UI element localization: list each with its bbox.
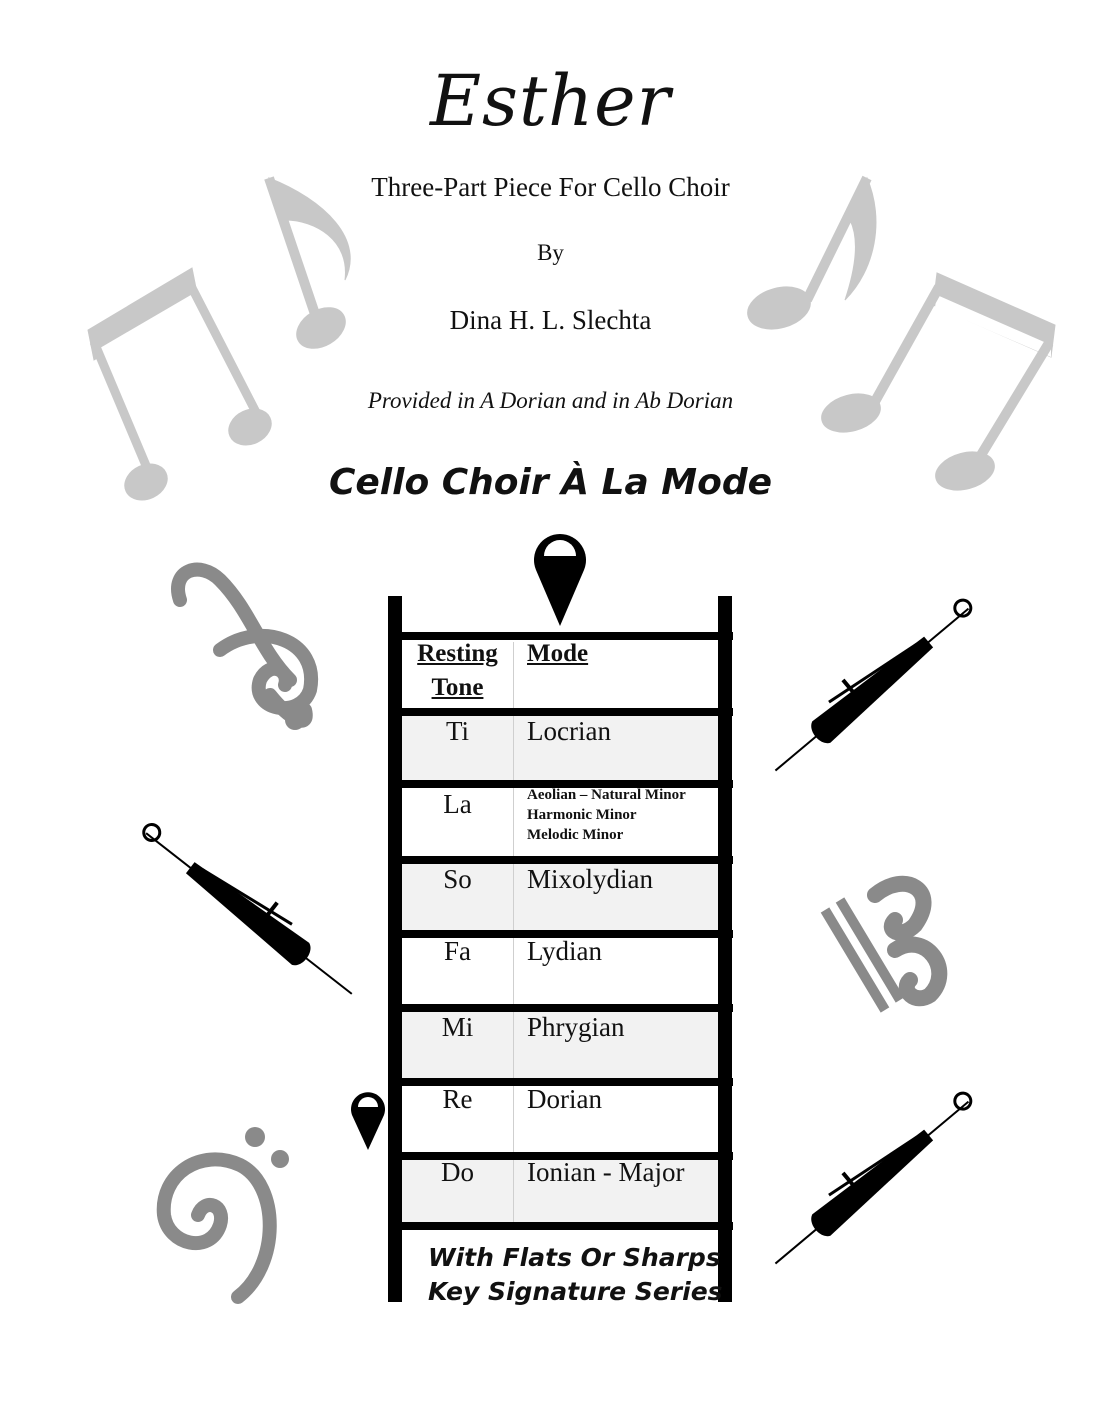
ladder-rung <box>388 1004 733 1012</box>
by-label: By <box>537 240 564 265</box>
row-mode-line2: Harmonic Minor <box>527 807 637 823</box>
row-mode: Mixolydian <box>527 864 653 894</box>
ladder-rail-left <box>388 596 402 1302</box>
ladder-rung <box>388 708 733 716</box>
row-tone: Mi <box>441 1012 474 1042</box>
row-mode-line3: Melodic Minor <box>527 827 624 843</box>
row-tone: Ti <box>445 716 470 746</box>
subtitle: Three-Part Piece For Cello Choir <box>371 172 730 202</box>
row-tone: So <box>443 864 472 894</box>
row-tone: Re <box>442 1084 473 1114</box>
ladder-rung <box>388 856 733 864</box>
row-mode: Dorian <box>527 1084 602 1114</box>
header-mode: Mode <box>527 640 589 667</box>
alto-clef-icon <box>815 870 955 1020</box>
ladder-rung <box>388 1222 733 1230</box>
cello-icon <box>105 790 390 1035</box>
map-pin-icon <box>532 530 588 626</box>
treble-clef-icon <box>160 560 330 740</box>
row-tone: Do <box>441 1157 474 1187</box>
row-mode: Lydian <box>527 936 602 966</box>
bass-clef-icon <box>150 1125 300 1305</box>
row-mode: Phrygian <box>527 1012 625 1042</box>
author-name: Dina H. L. Slechta <box>449 305 652 335</box>
row-mode: Locrian <box>527 716 611 746</box>
header-resting-tone: Resting Tone <box>417 640 498 701</box>
beamed-notes-icon <box>815 265 1065 495</box>
row-tone: Fa <box>444 936 471 966</box>
row-mode: Ionian - Major <box>527 1157 685 1187</box>
page-title: Esther <box>429 60 672 142</box>
row-tone: La <box>443 789 472 819</box>
footer-line-2: Key Signature Series <box>428 1277 723 1306</box>
series-title: Cello Choir À La Mode <box>328 462 773 503</box>
provided-note: Provided in A Dorian and in Ab Dorian <box>367 388 734 413</box>
cello-icon <box>735 1058 1015 1303</box>
row-mode: Aeolian – Natural Minor <box>527 787 686 803</box>
cello-icon <box>735 565 1015 810</box>
footer-line-1: With Flats Or Sharps <box>428 1243 721 1272</box>
map-pin-icon <box>350 1090 386 1150</box>
